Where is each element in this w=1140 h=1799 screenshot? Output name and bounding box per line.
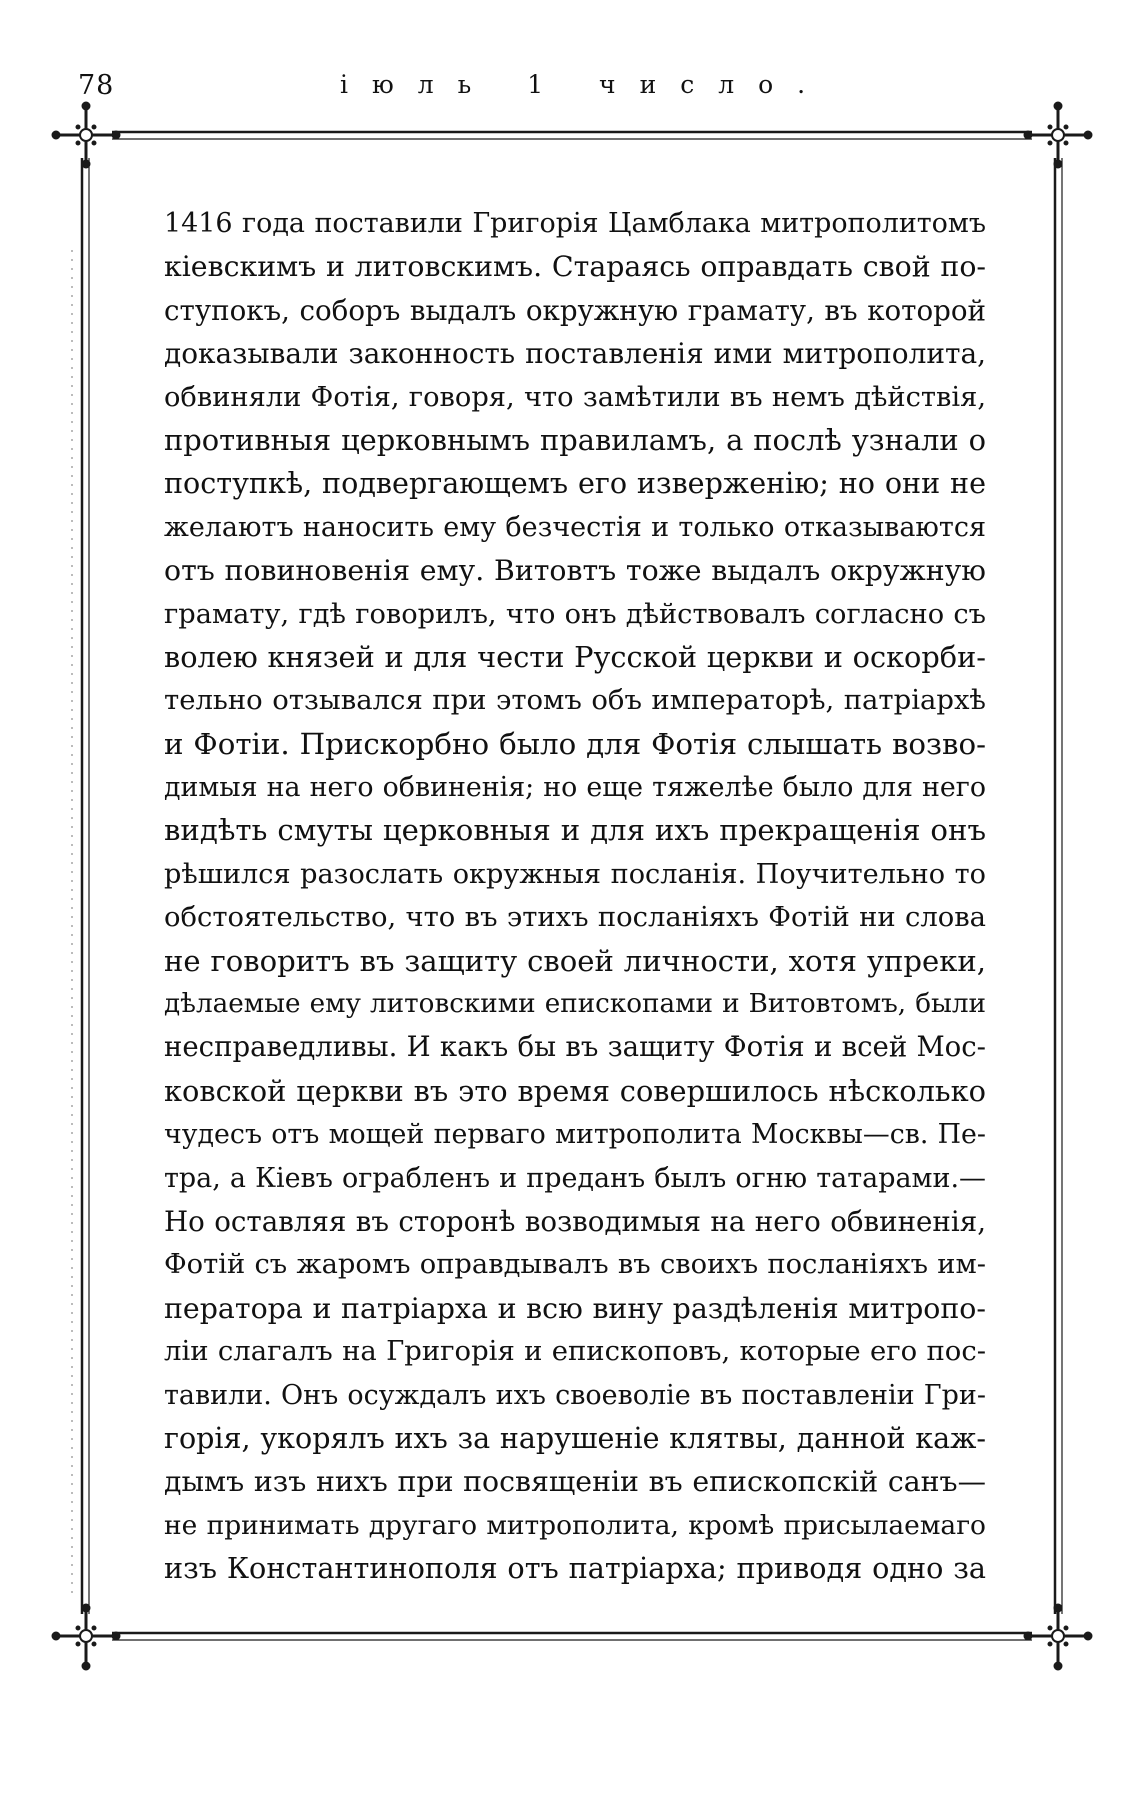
text-line: желаютъ наносить ему безчестія и только отказываются <box>164 511 986 543</box>
text-line: отъ повиновенія ему. Витовтъ тоже выдалъ окружную <box>164 554 986 588</box>
text-line: ператора и патріарха и всю вину раздѣленія митропо- <box>164 1291 986 1325</box>
text-line: ліи слагалъ на Григорія и епископовъ, которые его пос- <box>164 1335 986 1368</box>
corner-ornament-bottom-left <box>52 1604 120 1670</box>
text-line: и Фотіи. Прискорбно было для Фотія слышать возво- <box>164 726 986 761</box>
text-line: тра, а Кіевъ ограбленъ и преданъ былъ огню татарами.— <box>164 1162 986 1194</box>
text-line: волею князей и для чести Русской церкви и оскорби- <box>164 639 986 674</box>
text-line: димыя на него обвиненія; но еще тяжелѣе было для него <box>164 772 986 804</box>
text-line: ковской церкви въ это время совершилось нѣсколько <box>164 1073 986 1108</box>
text-line: обстоятельство, что въ этихъ посланіяхъ Фотій ни слова <box>164 902 986 934</box>
text-line: кіевскимъ и литовскимъ. Стараясь оправдать свой по- <box>164 250 986 284</box>
text-line: дѣлаемые ему литовскими епископами и Витовтомъ, были <box>164 989 986 1020</box>
text-line: Фотій съ жаромъ оправдывалъ въ своихъ посланіяхъ им- <box>164 1249 986 1281</box>
corner-ornament-top-left <box>52 102 120 168</box>
text-line: 1416 года поставили Григорія Цамблака митрополитомъ <box>164 208 986 239</box>
text-line: ступокъ, соборъ выдалъ окружную грамату, въ которой <box>164 293 986 327</box>
text-line: Но оставляя въ сторонѣ возводимыя на него обвиненія, <box>164 1204 986 1238</box>
corner-ornament-top-right <box>1024 102 1092 168</box>
text-line: не принимать другаго митрополита, кромѣ присылаемаго <box>164 1509 986 1541</box>
text-line: рѣшился разослать окружныя посланія. Поучительно то <box>164 858 986 890</box>
page-number: 78 <box>78 70 115 101</box>
text-line: тельно отзывался при этомъ объ императорѣ, патріархѣ <box>164 684 986 717</box>
running-title: іюль 1 число. <box>340 70 830 99</box>
text-line: противныя церковнымъ правиламъ, а послѣ узнали о <box>164 422 986 457</box>
text-line: поступкѣ, подвергающемъ его изверженію; но они не <box>164 466 986 501</box>
corner-ornament-bottom-right <box>1024 1604 1092 1670</box>
text-line: тавили. Онъ осуждалъ ихъ своеволіе въ поставленіи Гри- <box>164 1379 986 1411</box>
text-line: обвиняли Фотія, говоря, что замѣтили въ немъ дѣйствія, <box>164 381 986 413</box>
text-line: доказывали законность поставленія ими митрополита, <box>164 337 986 371</box>
text-line: горія, укорялъ ихъ за нарушеніе клятвы, данной каж- <box>164 1420 986 1455</box>
text-line: грамату, гдѣ говорилъ, что онъ дѣйствовалъ согласно съ <box>164 598 986 630</box>
text-line: изъ Константинополя отъ патріарха; приводя одно за <box>164 1551 986 1586</box>
text-line: несправедливы. И какъ бы въ защиту Фотія и всей Мос- <box>164 1031 986 1064</box>
text-line: дымъ изъ нихъ при посвященіи въ епископскій санъ— <box>164 1465 986 1499</box>
body-text <box>164 202 986 1591</box>
text-line: видѣть смуты церковныя и для ихъ прекращенія онъ <box>164 813 986 848</box>
text-line: чудесъ отъ мощей перваго митрополита Москвы—св. Пе- <box>164 1119 986 1151</box>
text-line: не говоритъ въ защиту своей личности, хотя упреки, <box>164 943 986 978</box>
